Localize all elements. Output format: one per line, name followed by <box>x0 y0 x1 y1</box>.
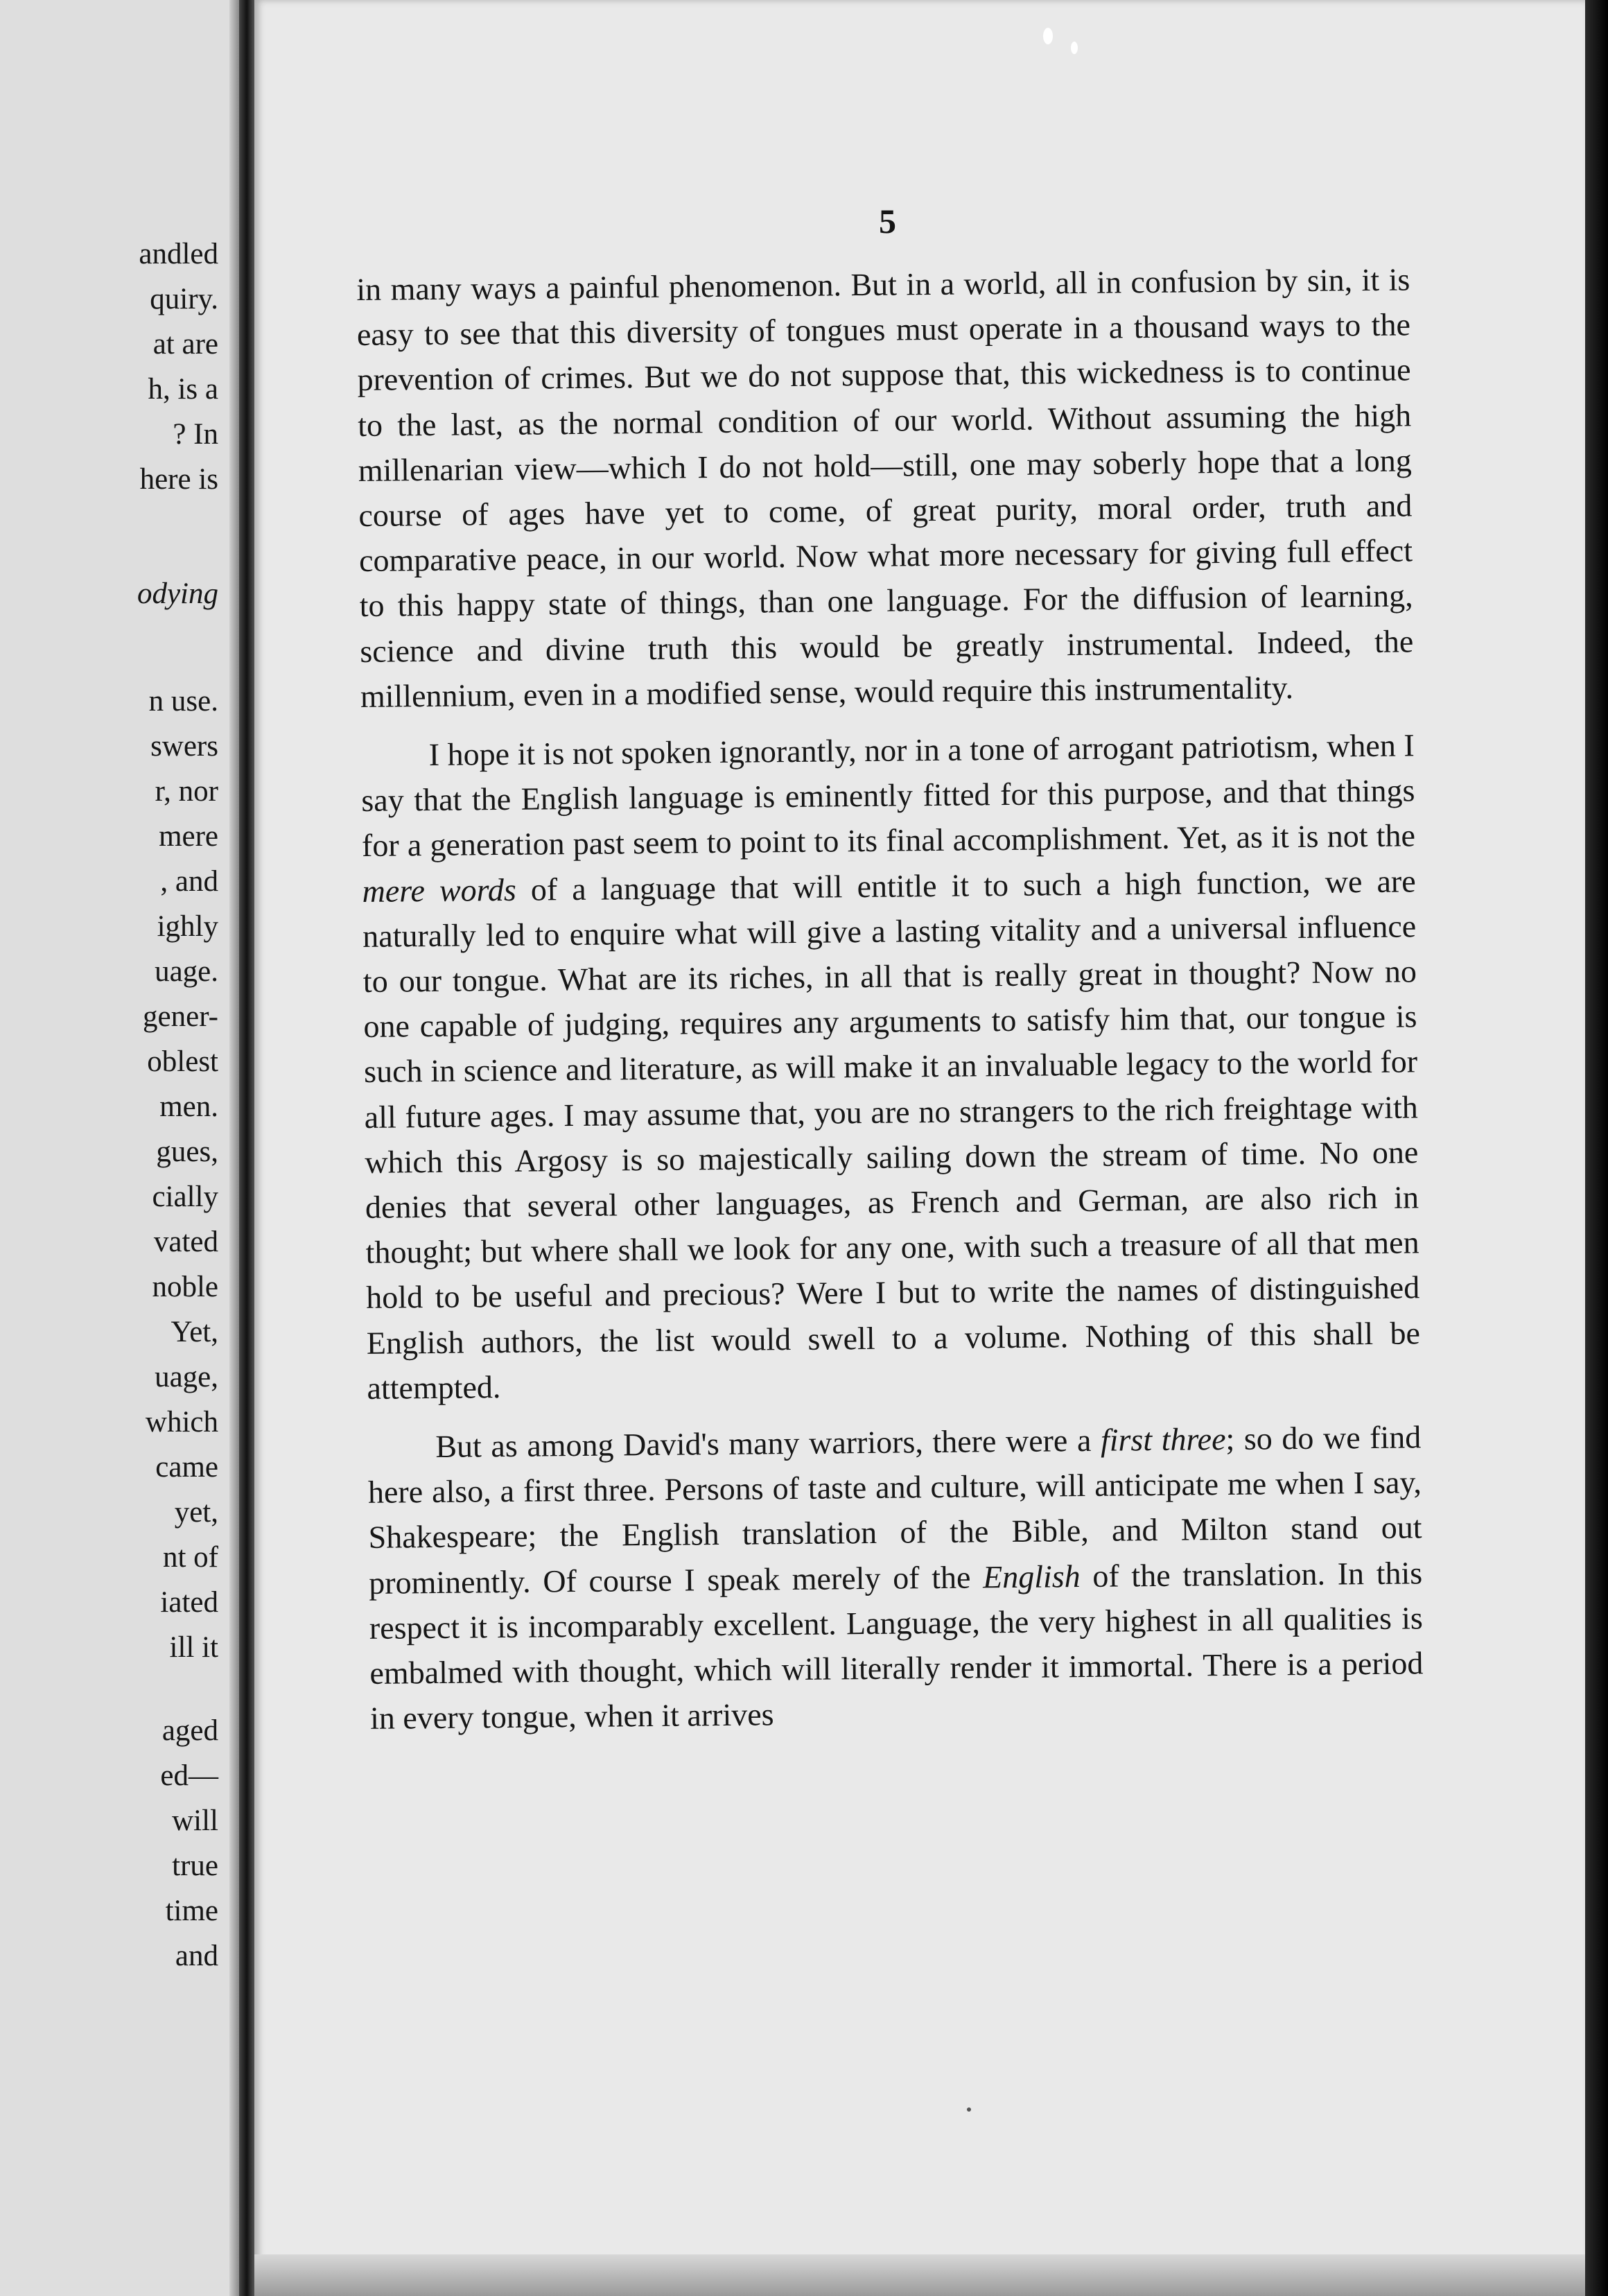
left-page-fragment: , and <box>160 865 218 898</box>
left-page-fragment: h, is a <box>148 373 218 406</box>
left-page-fragment: gener- <box>143 1000 218 1033</box>
paragraph-2 <box>360 722 1420 1411</box>
left-page-fragment: ed— <box>160 1759 218 1792</box>
scan-speck <box>1043 28 1053 44</box>
paragraph-2-text-a: I hope it is not spoken ignorantly, nor in a tone of arrogant patriotism, when I say that the English language is eminently fitted for this purpose, and that things for a generation past seem to point to its final accomplishment. Yet, as it is not the <box>361 727 1416 864</box>
paragraph-3-italic-first-three: first three <box>1100 1421 1226 1458</box>
left-page-fragment: at are <box>152 328 218 360</box>
paragraph-3 <box>367 1414 1424 1741</box>
paragraph-2-text-b: of a language that will entitle it to such a high function, we are naturally led to enquire what will give a lasting vitality and a universal influence to our tongue. What are its riches, in all that is really great in thought? Now no one capable of judging, requires any arguments to satisfy him that, our tongue is such in science and literature, as will make it an invaluable legacy to the world for all future ages. I may assume that, you are no strangers to the rich freightage with which this Argosy is so majestically sailing down the stream of time. No one denies that several other languages, as French and German, are also rich in thought; but where shall we look for any one, with such a treasure of all that men hold to be useful and precious? Were I but to write the names of distinguished English authors, the list would swell to a volume. Nothing of this shall be attempted. <box>362 863 1421 1406</box>
left-page-fragment: time <box>165 1895 218 1927</box>
left-page-fragment: uage, <box>155 1361 218 1393</box>
left-page-fragment: noble <box>152 1271 218 1303</box>
left-page-fragment: swers <box>150 730 218 763</box>
left-page-fragment: iated <box>160 1586 218 1619</box>
left-page-fragment: men. <box>159 1090 218 1123</box>
left-page-fragment: cially <box>152 1181 218 1213</box>
paragraph-3-text-b: ; so do we find here also, a first three. Persons of taste and culture, will anticipate me when I say, Shakespeare; the English translation of the Bible, and Milton stand out prominently. Of course I speak merely of the <box>367 1419 1422 1601</box>
left-page-fragment: will <box>172 1804 218 1837</box>
paragraph-2-italic-mere-words: mere words <box>362 871 517 909</box>
left-page-fragment: and <box>175 1940 218 1972</box>
book-gutter <box>239 0 254 2296</box>
left-page-fragment: gues, <box>156 1136 218 1168</box>
left-page-fragment: came <box>155 1451 218 1484</box>
left-page-fragment: n use. <box>148 685 218 718</box>
left-page-fragment: quiry. <box>150 283 218 315</box>
paragraph-3-text-c: of the translation. In this respect it is incomparably excellent. Language, the very highest in all qualities is embalmed with thought, which will literally render it immortal. There is a period in every tongue, when it arrives <box>369 1555 1424 1737</box>
left-page-fragment: mere <box>159 820 218 853</box>
left-page-fragment: oblest <box>147 1045 218 1078</box>
scan-speck <box>967 2107 971 2112</box>
left-page-fragment: andled <box>139 238 218 270</box>
left-page-fragment: here is <box>139 463 218 496</box>
page-body-text <box>356 256 1424 1741</box>
scan-right-border <box>1585 0 1608 2296</box>
paragraph-3-italic-english: English <box>982 1558 1081 1595</box>
paragraph-1: in many ways a painful phenomenon. But in a world, all in confusion by sin, it is easy to see that this diversity of tongues must operate in a thousand ways to the prevention of crimes. But we do not suppose that, this wickedness is to continue to the last, as the normal condition of our world. Without assuming the high millenarian view—which I do not hold—still, one may soberly hope that a long course of ages have yet to come, of great purity, moral order, truth and comparative peace, in our world. Now what more necessary for giving full effect to this happy state of things, than one language. For the diffusion of learning, science and divine truth this would be greatly instrumental. Indeed, the millennium, even in a modified sense, would require this instrumentality. <box>356 261 1414 714</box>
left-page-edge <box>229 0 239 2296</box>
scan-speck <box>1071 42 1078 54</box>
left-page-fragment: vated <box>153 1226 218 1258</box>
page-bottom-edge <box>254 2254 1585 2296</box>
left-page-fragment: Yet, <box>171 1316 218 1348</box>
left-page-strip <box>0 0 239 2296</box>
page-number: 5 <box>879 202 896 241</box>
left-page-fragment: uage. <box>155 955 218 988</box>
paragraph-3-text-a: But as among David's many warriors, there were a <box>435 1422 1101 1465</box>
left-page-fragment: nt of <box>162 1541 218 1574</box>
left-page-fragment: aged <box>161 1714 218 1747</box>
left-page-fragment: ighly <box>157 910 218 943</box>
left-page-fragment: true <box>172 1850 218 1882</box>
left-page-fragment: odying <box>137 577 218 610</box>
left-page-fragment: ? In <box>173 418 218 451</box>
left-page-fragment: r, nor <box>155 775 218 808</box>
left-page-fragment: ill it <box>169 1631 218 1664</box>
left-page-fragment: yet, <box>174 1496 218 1529</box>
left-page-fragment: which <box>145 1406 218 1438</box>
